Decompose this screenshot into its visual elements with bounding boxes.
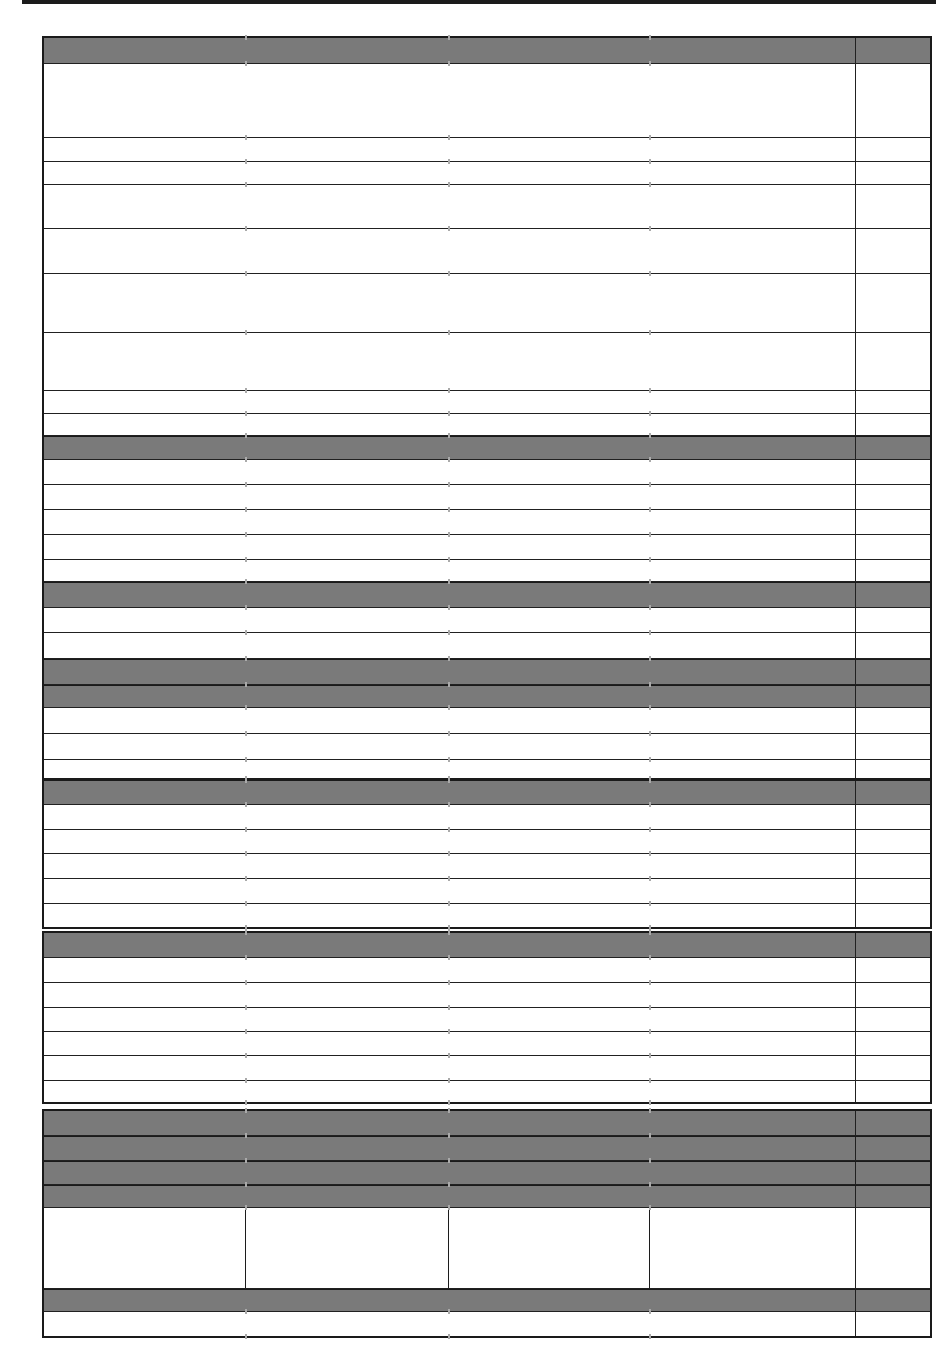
column-divider-tick xyxy=(649,411,651,416)
column-divider-tick xyxy=(649,330,651,335)
column-divider-tick xyxy=(245,731,247,736)
blank-row xyxy=(44,1312,930,1336)
right-answer-cell xyxy=(855,583,930,607)
blank-row xyxy=(44,760,930,778)
blank-row xyxy=(44,608,930,633)
column-divider-tick xyxy=(448,1053,450,1058)
column-divider-tick xyxy=(245,532,247,537)
column-divider-tick xyxy=(649,1005,651,1010)
column-divider-tick xyxy=(448,955,450,960)
column-divider-tick xyxy=(649,876,651,881)
blank-row xyxy=(44,460,930,485)
blank-row xyxy=(44,138,930,162)
column-divider-tick xyxy=(245,61,247,66)
section-header-row xyxy=(44,1111,930,1136)
column-divider-tick xyxy=(448,1205,450,1210)
column-divider-tick xyxy=(649,1158,651,1163)
column-divider-tick xyxy=(448,61,450,66)
column-divider-tick xyxy=(649,226,651,231)
blank-row xyxy=(44,633,930,659)
blank-main-cell xyxy=(44,879,855,903)
blank-row xyxy=(44,510,930,535)
column-divider-tick xyxy=(649,135,651,140)
right-answer-cell xyxy=(855,229,930,273)
column-divider-tick xyxy=(245,876,247,881)
column-divider-tick xyxy=(245,35,247,40)
right-answer-cell xyxy=(855,879,930,903)
column-divider-tick xyxy=(245,1108,247,1113)
section-header-row xyxy=(44,1289,930,1312)
column-divider-tick xyxy=(448,605,450,610)
column-divider-tick xyxy=(245,605,247,610)
column-divider-tick xyxy=(649,1133,651,1138)
column-divider-tick xyxy=(649,1182,651,1187)
column-divider-tick xyxy=(448,630,450,635)
column-divider-tick xyxy=(448,1078,450,1083)
blank-main-cell xyxy=(44,485,855,509)
blank-row xyxy=(44,1008,930,1032)
section-header-row xyxy=(44,1161,930,1185)
blank-main-cell xyxy=(44,333,855,390)
right-answer-cell xyxy=(855,437,930,459)
column-divider-tick xyxy=(448,411,450,416)
column-divider-tick xyxy=(649,388,651,393)
column-divider-tick xyxy=(245,182,247,187)
form-table-2 xyxy=(42,779,932,929)
blank-main-cell xyxy=(44,138,855,161)
blank-main-cell xyxy=(44,560,855,581)
blank-entry-cell xyxy=(448,1208,649,1288)
column-divider-tick xyxy=(245,457,247,462)
right-answer-cell xyxy=(855,414,930,435)
column-divider-tick xyxy=(245,757,247,762)
column-divider-tick xyxy=(245,1205,247,1210)
right-answer-cell xyxy=(855,460,930,484)
right-answer-cell xyxy=(855,805,930,829)
column-divider-tick xyxy=(245,1053,247,1058)
right-answer-cell xyxy=(855,830,930,853)
column-divider-tick xyxy=(649,1309,651,1314)
column-divider-tick xyxy=(448,682,450,687)
column-divider-tick xyxy=(448,135,450,140)
right-answer-cell xyxy=(855,535,930,559)
right-answer-cell xyxy=(855,1008,930,1031)
column-divider-tick xyxy=(448,1029,450,1034)
right-answer-cell xyxy=(855,1186,930,1207)
right-answer-cell xyxy=(855,904,930,927)
column-divider-tick xyxy=(245,411,247,416)
column-divider-tick xyxy=(245,656,247,661)
blank-main-cell xyxy=(44,904,855,927)
section-header-row xyxy=(44,1185,930,1208)
blank-row xyxy=(44,1032,930,1056)
column-divider-tick xyxy=(245,930,247,935)
column-divider-tick xyxy=(649,182,651,187)
right-answer-cell xyxy=(855,608,930,632)
section-band xyxy=(44,1137,855,1160)
column-divider-tick xyxy=(448,1100,450,1105)
blank-row xyxy=(44,485,930,510)
right-answer-cell xyxy=(855,333,930,390)
column-divider-tick xyxy=(245,901,247,906)
column-divider-tick xyxy=(245,1182,247,1187)
column-divider-tick xyxy=(245,330,247,335)
blank-row xyxy=(44,805,930,830)
column-divider-tick xyxy=(448,532,450,537)
column-divider-tick xyxy=(649,579,651,584)
right-answer-cell xyxy=(855,1312,930,1336)
section-band xyxy=(44,1186,855,1207)
right-answer-cell xyxy=(855,734,930,759)
right-answer-cell xyxy=(855,686,930,707)
column-divider-tick xyxy=(448,388,450,393)
right-answer-cell xyxy=(855,1111,930,1135)
section-header-row xyxy=(44,933,930,958)
column-divider-tick xyxy=(649,159,651,164)
section-header-row xyxy=(44,781,930,805)
blank-main-cell xyxy=(44,229,855,273)
blank-row xyxy=(44,535,930,560)
blank-multicolumn-row xyxy=(44,1208,930,1289)
blank-main-cell xyxy=(44,1008,855,1031)
right-answer-cell xyxy=(855,64,930,137)
blank-main-cell xyxy=(44,510,855,534)
section-header-row xyxy=(44,659,930,685)
blank-main-cell xyxy=(44,1081,855,1102)
section-band xyxy=(44,583,855,607)
blank-main-cell xyxy=(44,274,855,332)
blank-entry-cell xyxy=(649,1208,855,1288)
column-divider-tick xyxy=(448,705,450,710)
blank-row xyxy=(44,391,930,414)
column-divider-tick xyxy=(245,1334,247,1339)
column-divider-tick xyxy=(649,35,651,40)
right-answer-cell xyxy=(855,38,930,63)
blank-main-cell xyxy=(44,708,855,733)
section-band xyxy=(44,686,855,707)
blank-row xyxy=(44,162,930,185)
section-header-row xyxy=(44,582,930,608)
column-divider-tick xyxy=(649,605,651,610)
column-divider-tick xyxy=(245,682,247,687)
form-table-1 xyxy=(42,36,932,780)
column-divider-tick xyxy=(649,61,651,66)
column-divider-tick xyxy=(649,980,651,985)
right-answer-cell xyxy=(855,933,930,957)
blank-main-cell xyxy=(44,535,855,559)
right-answer-cell xyxy=(855,1056,930,1080)
right-answer-cell xyxy=(855,274,930,332)
blank-main-cell xyxy=(44,162,855,184)
column-divider-tick xyxy=(245,955,247,960)
right-answer-cell xyxy=(855,781,930,804)
column-divider-tick xyxy=(649,757,651,762)
column-divider-tick xyxy=(649,433,651,438)
column-divider-tick xyxy=(245,388,247,393)
blank-main-cell xyxy=(44,1312,855,1336)
section-band xyxy=(44,38,855,63)
right-answer-cell xyxy=(855,391,930,413)
column-divider-tick xyxy=(649,271,651,276)
blank-main-cell xyxy=(44,1032,855,1055)
section-header-row xyxy=(44,1136,930,1161)
section-band xyxy=(44,437,855,459)
column-divider-tick xyxy=(649,1053,651,1058)
column-divider-tick xyxy=(245,630,247,635)
column-divider-tick xyxy=(448,433,450,438)
column-divider-tick xyxy=(649,802,651,807)
column-divider-tick xyxy=(649,482,651,487)
column-divider-tick xyxy=(245,433,247,438)
column-divider-tick xyxy=(649,705,651,710)
blank-row xyxy=(44,64,930,138)
right-answer-cell xyxy=(855,185,930,228)
column-divider-tick xyxy=(448,330,450,335)
column-divider-tick xyxy=(245,135,247,140)
column-divider-tick xyxy=(649,930,651,935)
blank-row xyxy=(44,229,930,274)
right-answer-cell xyxy=(855,1137,930,1160)
column-divider-tick xyxy=(245,1133,247,1138)
column-divider-tick xyxy=(649,731,651,736)
column-divider-tick xyxy=(448,507,450,512)
section-band xyxy=(44,933,855,957)
column-divider-tick xyxy=(448,901,450,906)
right-answer-cell xyxy=(855,854,930,878)
column-divider-tick xyxy=(245,1078,247,1083)
blank-row xyxy=(44,1056,930,1081)
column-divider-tick xyxy=(649,1078,651,1083)
blank-main-cell xyxy=(44,854,855,878)
section-band xyxy=(44,660,855,684)
form-table-4 xyxy=(42,1109,932,1338)
right-answer-cell xyxy=(855,510,930,534)
column-divider-tick xyxy=(448,731,450,736)
column-divider-tick xyxy=(649,1205,651,1210)
column-divider-tick xyxy=(245,1005,247,1010)
column-divider-tick xyxy=(649,656,651,661)
right-answer-cell xyxy=(855,162,930,184)
column-divider-tick xyxy=(448,827,450,832)
page-top-rule xyxy=(22,0,936,4)
column-divider-tick xyxy=(245,507,247,512)
blank-main-cell xyxy=(44,734,855,759)
blank-main-cell xyxy=(44,185,855,228)
blank-row xyxy=(44,560,930,582)
blank-entry-cell xyxy=(44,1208,245,1288)
section-header-row xyxy=(44,38,930,64)
right-answer-cell xyxy=(855,1290,930,1311)
right-answer-cell xyxy=(855,958,930,982)
blank-row xyxy=(44,904,930,927)
blank-row xyxy=(44,414,930,436)
column-divider-tick xyxy=(448,226,450,231)
column-divider-tick xyxy=(448,876,450,881)
column-divider-tick xyxy=(448,1108,450,1113)
blank-entry-cell xyxy=(245,1208,448,1288)
right-answer-cell xyxy=(855,1032,930,1055)
column-divider-tick xyxy=(245,778,247,783)
column-divider-tick xyxy=(448,778,450,783)
column-divider-tick xyxy=(448,457,450,462)
column-divider-tick xyxy=(245,827,247,832)
column-divider-tick xyxy=(245,1309,247,1314)
column-divider-tick xyxy=(448,1005,450,1010)
section-band xyxy=(44,1290,855,1311)
column-divider-tick xyxy=(448,1182,450,1187)
column-divider-tick xyxy=(245,579,247,584)
column-divider-tick xyxy=(448,1158,450,1163)
blank-row xyxy=(44,879,930,904)
blank-row xyxy=(44,274,930,333)
blank-main-cell xyxy=(44,805,855,829)
right-answer-cell xyxy=(855,560,930,581)
column-divider-tick xyxy=(448,1309,450,1314)
right-answer-cell xyxy=(855,708,930,733)
column-divider-tick xyxy=(448,757,450,762)
column-divider-tick xyxy=(245,1029,247,1034)
blank-row xyxy=(44,1081,930,1102)
right-answer-cell xyxy=(855,760,930,778)
blank-row xyxy=(44,830,930,854)
column-divider-tick xyxy=(649,778,651,783)
blank-row xyxy=(44,185,930,229)
blank-main-cell xyxy=(44,608,855,632)
blank-main-cell xyxy=(44,460,855,484)
column-divider-tick xyxy=(448,557,450,562)
section-band xyxy=(44,1162,855,1184)
column-divider-tick xyxy=(245,226,247,231)
blank-main-cell xyxy=(44,983,855,1007)
section-header-row xyxy=(44,436,930,460)
column-divider-tick xyxy=(448,35,450,40)
right-answer-cell xyxy=(855,633,930,658)
column-divider-tick xyxy=(245,705,247,710)
blank-row xyxy=(44,333,930,391)
column-divider-tick xyxy=(245,1158,247,1163)
blank-row xyxy=(44,958,930,983)
column-divider-tick xyxy=(649,901,651,906)
column-divider-tick xyxy=(448,482,450,487)
column-divider-tick xyxy=(649,1108,651,1113)
right-answer-cell xyxy=(855,138,930,161)
column-divider-tick xyxy=(245,159,247,164)
column-divider-tick xyxy=(448,182,450,187)
column-divider-tick xyxy=(245,482,247,487)
column-divider-tick xyxy=(245,557,247,562)
column-divider-tick xyxy=(448,271,450,276)
blank-main-cell xyxy=(44,633,855,658)
column-divider-tick xyxy=(448,980,450,985)
blank-main-cell xyxy=(44,64,855,137)
column-divider-tick xyxy=(448,159,450,164)
right-answer-cell xyxy=(855,660,930,684)
blank-main-cell xyxy=(44,391,855,413)
blank-row xyxy=(44,854,930,879)
column-divider-tick xyxy=(448,1133,450,1138)
blank-row xyxy=(44,734,930,760)
column-divider-tick xyxy=(448,802,450,807)
section-band xyxy=(44,1111,855,1135)
column-divider-tick xyxy=(245,851,247,856)
blank-main-cell xyxy=(44,414,855,435)
section-band xyxy=(44,781,855,804)
column-divider-tick xyxy=(649,532,651,537)
column-divider-tick xyxy=(649,1100,651,1105)
column-divider-tick xyxy=(649,851,651,856)
right-answer-cell xyxy=(855,1081,930,1102)
blank-main-cell xyxy=(44,958,855,982)
column-divider-tick xyxy=(448,656,450,661)
right-answer-cell xyxy=(855,983,930,1007)
form-table-3 xyxy=(42,931,932,1104)
right-answer-cell xyxy=(855,1208,930,1288)
column-divider-tick xyxy=(649,457,651,462)
column-divider-tick xyxy=(649,827,651,832)
right-answer-cell xyxy=(855,485,930,509)
section-header-row xyxy=(44,685,930,708)
column-divider-tick xyxy=(448,579,450,584)
column-divider-tick xyxy=(649,955,651,960)
column-divider-tick xyxy=(245,271,247,276)
column-divider-tick xyxy=(649,557,651,562)
blank-row xyxy=(44,708,930,734)
column-divider-tick xyxy=(649,630,651,635)
blank-main-cell xyxy=(44,830,855,853)
column-divider-tick xyxy=(649,682,651,687)
column-divider-tick xyxy=(448,851,450,856)
blank-main-cell xyxy=(44,1056,855,1080)
right-answer-cell xyxy=(855,1162,930,1184)
column-divider-tick xyxy=(245,980,247,985)
column-divider-tick xyxy=(245,1100,247,1105)
column-divider-tick xyxy=(245,802,247,807)
column-divider-tick xyxy=(649,507,651,512)
column-divider-tick xyxy=(448,1334,450,1339)
blank-row xyxy=(44,983,930,1008)
column-divider-tick xyxy=(649,1029,651,1034)
column-divider-tick xyxy=(649,1334,651,1339)
column-divider-tick xyxy=(448,930,450,935)
